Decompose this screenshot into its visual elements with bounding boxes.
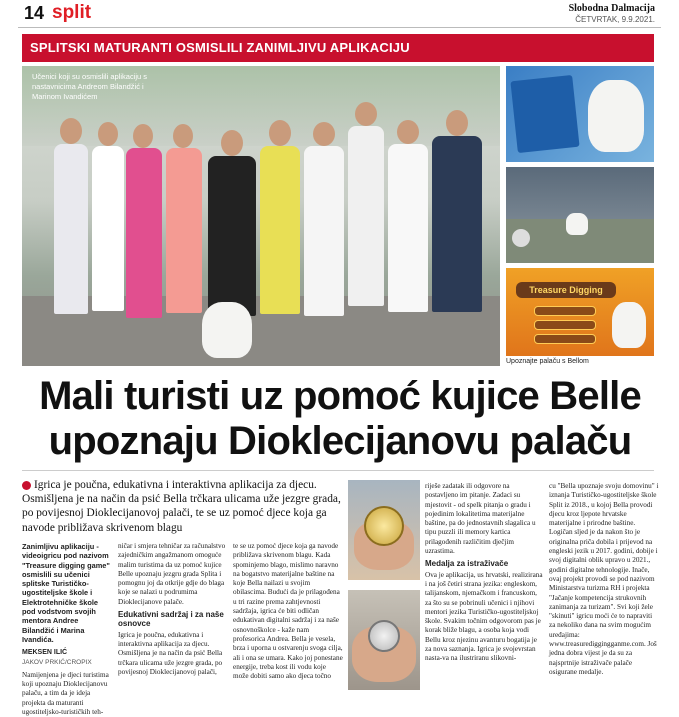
article-column-5 [549,482,659,700]
game-dog-illustration [612,302,646,348]
medal [368,620,400,652]
person [54,144,88,314]
person-head [397,120,419,144]
book-cover [510,75,579,153]
person-head [313,122,335,146]
page-number: 14 [24,3,45,23]
subheading: Edukativni sadržaj i za naše osnovce [118,610,224,629]
body-text: riješe zadatak ili odgovore na postavljeno im pitanje. Zadaci su mjestovit - od spelk pitanja o gradu i pojedinim lokalitetima materijalne baštine, pa do jednostavnih slagalica u tipu puzzli ili memory kartica prilagođenih različitim dječjim uzrastima. [425,482,536,556]
lead-paragraph [22,478,342,535]
game-menu-button [534,306,596,316]
article-column-2 [118,542,228,700]
game-menu-button [534,320,596,330]
person [208,156,256,316]
section-name: split [52,2,92,23]
issue-date: ČETVRTAK, 9.9.2021. [575,15,655,24]
person [304,146,344,316]
person [260,146,300,314]
subheading: Medalja za istraživače [425,559,509,569]
person [348,126,384,306]
newspaper-name: Slobodna Dalmacija [568,3,655,14]
article-column-3 [233,542,343,700]
person-head [355,102,377,126]
body-text: Igrica je poučna, edukativna i interaktivna aplikacija za djecu. Osmišljena je na način da psić Bella trčkara ulicama uže jezgre grada, po povijesnoj Dioklecijanovoj palači, [118,630,223,676]
medal-photo-2 [348,590,420,690]
intro-text: Zanimljivu aplikaciju - videoigricu pod nazivom "Treasure digging game" osmislili su učenici splitske Turističko-ugostiteljske škole i Elektrotehničke škole pod vodstvom svojih mentora Andree Bilandžić i Marina Ivandića. [22,542,110,644]
banner-text: SPLITSKI MATURANTI OSMISLILI ZANIMLJIVU APLIKACIJU [30,40,410,55]
person [166,148,202,313]
person-head [173,124,193,148]
body-text: Ova je aplikacija, us hrvatski, realizirana i na još četiri strana jezika: engleskom, talijanskom, njemačkom i francuskom, za što su se pobrinuli učenici i njihovi mentori jezika Turističko-ugostiteljskoj škole. Svakim točnim odgovorom pas je korak bliže blagu, a osoba koja vodi Bellu kroz njezinu avanturu bogatija je za nova saznanja. Igrica je svojevrstan nasta-va na ilustriranu slikovni- [425,570,543,663]
person-head [446,110,468,136]
dog-bella [202,302,252,358]
person-head [269,120,291,146]
game-title: Treasure Digging [516,282,616,298]
divider [22,470,654,471]
dog-illustration [588,80,644,152]
person [432,136,482,312]
lead-text: Igrica je poučna, edukativna i interaktivna aplikacija za djecu. Osmišljena je na način da psić Bella trčkara ulicama uže jezgre grada, po povijesnoj Dioklecijanovoj palači, te se uz pomoć djece koja ga navode približava skrivenom blagu [22,479,341,534]
game-menu-button [534,334,596,344]
game-control-icon [512,229,530,247]
headline-line-1: Mali turisti uz pomoć kujice Belle [39,374,641,418]
page-header [18,0,661,28]
body-text: cu "Bella upoznaje svoju domovinu" i iznanja Turističko-ugostiteljske škole Split iz 2018., u kojoj Bella provodi djecu kroz ljepote hrvatske materijalne i prirodne baštine. Logičan sljed je da nakon što je originalna priča dobila i prijevod na engleski jezik u 2017. godini, dobije i svoj digitalni oblik upravo u 2021., godini digitalne tehnologije. Inače, ovaj projekt provodi se pod nazivom Ministarstva turizma RH i projekta "Jačanje kompetencija strukovnih zanimanja za turizam". Svi koji žele "skinuti" igricu moći će to napraviti za nekoliko dana na svim mogućim uređajima: www.treasurediggingganme.com. Još jedna dobra vijest je da su za najsprtnije istraživače palače osigurane medalje. [549,482,659,676]
person-head [60,118,82,144]
body-text: Namijenjena je djeci turistima koji upoznaju Dioklecijanovu palaču, a tim da je ideja projekta da maturanti ugostiteljsko-turističkih teh- [22,670,109,717]
photo-credit: JAKOV PRKIĆ/CROPIX [22,658,92,666]
article-column-1 [22,542,110,717]
medal [364,506,404,546]
bullet-icon [22,481,31,490]
book-and-dog-image [506,66,654,162]
person-head [221,130,243,156]
medal-photo [348,480,420,580]
person [126,148,162,318]
game-dog-sprite [566,213,588,235]
article-column-4 [425,482,543,700]
headline-line-2: upoznaju Dioklecijanovu palaču [48,419,632,463]
side-caption: Upoznajte palaču s Bellom [506,358,589,365]
photo-caption: Učenici koji su osmislili aplikaciju s nastavnicima Andreom Bilandžić i Marinom Ivandićem [32,72,148,101]
body-text: te se uz pomoć djece koja ga navode približava skrivenom blagu. Kada spominjemo blago, mislimo naravno na bogatstvo materijalne baštine na koje Bella nailazi u svojim obilascima. Budući da je prilagođena u tri razine prema zahtjevnosti sadržaja, igrica će biti odličan edukativan digitalni sadržaj i za naše osnovnoškolce - kaže nam profesorica Andrea. Bella je vesela, brza i uporna u ostvarenju svoga cilja, ali i ona se umara. Kako joj ponestane energije, treba kost ili vodu koje može dobiti samo ako djeca točno [233,542,343,681]
article-headline [22,374,658,464]
game-menu-image [506,268,654,356]
body-text: ničar i smjera tehničar za računalstvo zajedničkim angažmanom omoguće malim turistima da uz pomoć kujice Belle upoznaju jezgru grada Splita i pomognu joj da otkrije gdje do blaga koje se nalazi u podrumima Dioklecijanove palače. [118,542,226,606]
game-screenshot-image [506,167,654,263]
main-photo [22,66,500,366]
person [388,144,428,312]
person-head [98,122,118,146]
author-name: MEKSEN ILIĆ [22,649,68,657]
person-head [133,124,153,148]
topic-banner [22,34,654,62]
person [92,146,124,311]
